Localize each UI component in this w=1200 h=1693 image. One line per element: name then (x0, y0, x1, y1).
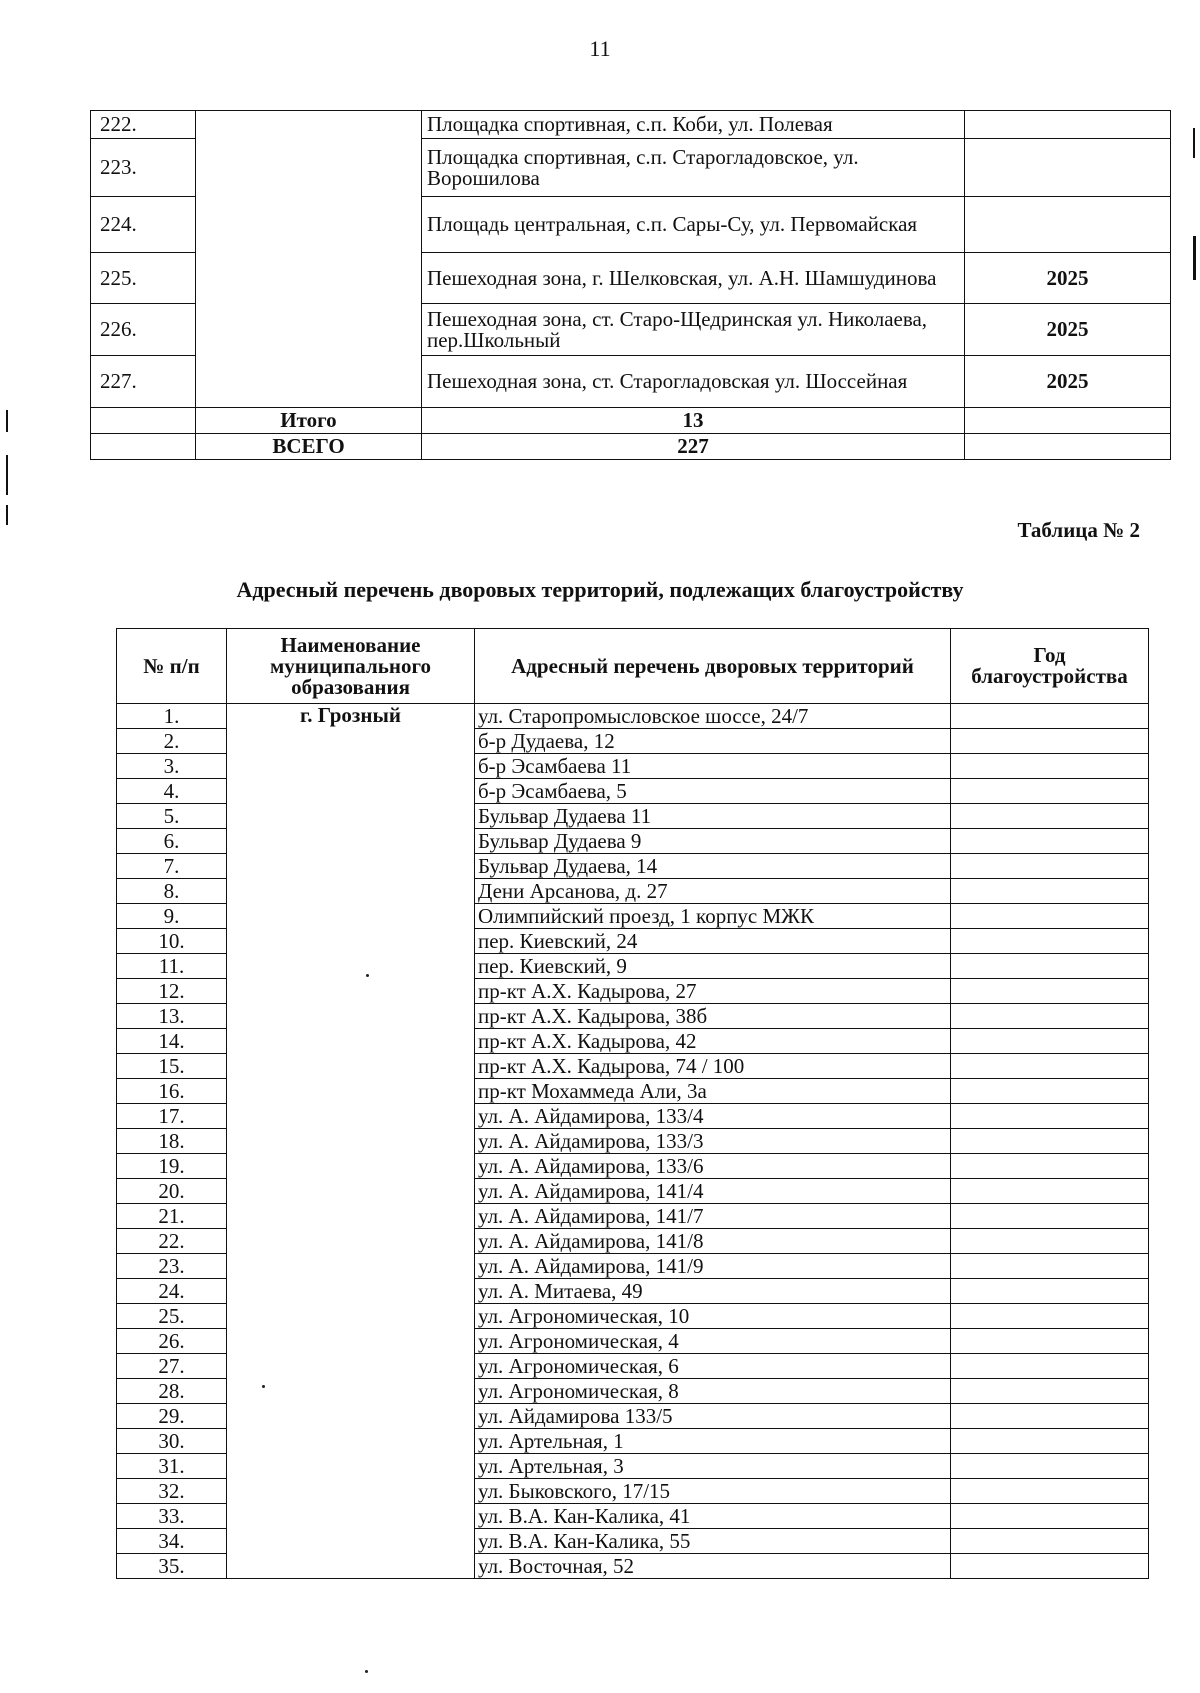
address-cell: ул. Агрономическая, 4 (475, 1329, 951, 1354)
row-number: 2. (117, 729, 227, 754)
year-cell (965, 111, 1171, 139)
object-name: Пешеходная зона, ст. Старо-Щедринская ул. Николаева, пер.Школьный (422, 304, 965, 356)
row-number: 5. (117, 804, 227, 829)
address-cell: ул. Агрономическая, 8 (475, 1379, 951, 1404)
address-cell: Бульвар Дудаева 9 (475, 829, 951, 854)
row-number: 35. (117, 1554, 227, 1579)
row-number: 7. (117, 854, 227, 879)
row-number: 30. (117, 1429, 227, 1454)
address-cell: ул. А. Айдамирова, 141/7 (475, 1204, 951, 1229)
itogo-value: 13 (422, 408, 965, 434)
address-cell: пер. Киевский, 9 (475, 954, 951, 979)
address-cell: б-р Эсамбаева 11 (475, 754, 951, 779)
object-name: Пешеходная зона, г. Шелковская, ул. А.Н. Шамшудинова (422, 253, 965, 304)
year-cell (965, 197, 1171, 253)
row-number: 226. (91, 304, 196, 356)
year-cell (965, 139, 1171, 197)
year-cell (951, 804, 1149, 829)
margin-mark (6, 455, 8, 495)
table-title: Адресный перечень дворовых территорий, подлежащих благоустройству (236, 577, 964, 602)
address-cell: ул. Восточная, 52 (475, 1554, 951, 1579)
year-cell (951, 1379, 1149, 1404)
table-row (117, 704, 1149, 729)
row-number: 6. (117, 829, 227, 854)
year-cell (951, 704, 1149, 729)
address-cell: ул. Быковского, 17/15 (475, 1479, 951, 1504)
address-cell: пр-кт А.Х. Кадырова, 27 (475, 979, 951, 1004)
row-number: 27. (117, 1354, 227, 1379)
row-number: 10. (117, 929, 227, 954)
empty-cell (965, 408, 1171, 434)
year-cell (951, 1554, 1149, 1579)
row-number: 15. (117, 1054, 227, 1079)
year-cell (951, 1154, 1149, 1179)
municipality-cell (196, 111, 422, 408)
year-cell (951, 1029, 1149, 1054)
object-name: Площадка спортивная, с.п. Коби, ул. Полевая (422, 111, 965, 139)
address-cell: пр-кт Мохаммеда Али, 3а (475, 1079, 951, 1104)
header-municipality: Наименование муниципального образования (227, 629, 475, 704)
year-cell (951, 1279, 1149, 1304)
row-number: 21. (117, 1204, 227, 1229)
row-number: 33. (117, 1504, 227, 1529)
margin-mark (1193, 128, 1195, 158)
row-number: 3. (117, 754, 227, 779)
year-cell (951, 779, 1149, 804)
empty-cell (965, 434, 1171, 460)
address-cell: ул. А. Айдамирова, 133/4 (475, 1104, 951, 1129)
courtyard-addresses-table (116, 628, 1149, 1579)
row-number: 16. (117, 1079, 227, 1104)
margin-mark (6, 410, 8, 432)
row-number: 31. (117, 1454, 227, 1479)
row-number: 25. (117, 1304, 227, 1329)
scan-dot (365, 1670, 368, 1673)
header-num: № п/п (117, 629, 227, 704)
year-cell (951, 1329, 1149, 1354)
row-number: 23. (117, 1254, 227, 1279)
year-cell (951, 829, 1149, 854)
row-number: 225. (91, 253, 196, 304)
address-cell: пр-кт А.Х. Кадырова, 42 (475, 1029, 951, 1054)
year-cell (951, 1454, 1149, 1479)
address-cell: Бульвар Дудаева 11 (475, 804, 951, 829)
row-number: 22. (117, 1229, 227, 1254)
year-cell (951, 1079, 1149, 1104)
margin-mark (1193, 236, 1196, 280)
row-number: 18. (117, 1129, 227, 1154)
address-cell: пр-кт А.Х. Кадырова, 74 / 100 (475, 1054, 951, 1079)
year-cell (951, 1304, 1149, 1329)
year-cell (951, 1404, 1149, 1429)
empty-cell (91, 408, 196, 434)
row-number: 222. (91, 111, 196, 139)
year-cell (951, 1504, 1149, 1529)
row-number: 28. (117, 1379, 227, 1404)
table-row (91, 111, 1171, 139)
object-name: Площадка спортивная, с.п. Старогладовское, ул. Ворошилова (422, 139, 965, 197)
address-cell: ул. А. Айдамирова, 141/8 (475, 1229, 951, 1254)
row-number: 17. (117, 1104, 227, 1129)
itogo-row (91, 408, 1171, 434)
page-number: 11 (589, 36, 611, 61)
address-cell: Дени Арсанова, д. 27 (475, 879, 951, 904)
year-cell (951, 1054, 1149, 1079)
year-cell (951, 1104, 1149, 1129)
row-number: 32. (117, 1479, 227, 1504)
table-caption: Таблица № 2 (1017, 518, 1140, 542)
year-cell (951, 729, 1149, 754)
row-number: 9. (117, 904, 227, 929)
address-cell: ул. А. Митаева, 49 (475, 1279, 951, 1304)
itogo-label: Итого (196, 408, 422, 434)
empty-cell (91, 434, 196, 460)
year-cell (951, 904, 1149, 929)
address-cell: ул. Агрономическая, 10 (475, 1304, 951, 1329)
year-cell (951, 1529, 1149, 1554)
address-cell: ул. А. Айдамирова, 133/3 (475, 1129, 951, 1154)
row-number: 20. (117, 1179, 227, 1204)
row-number: 224. (91, 197, 196, 253)
year-cell (951, 1429, 1149, 1454)
year-cell: 2025 (965, 253, 1171, 304)
row-number: 24. (117, 1279, 227, 1304)
address-cell: ул. А. Айдамирова, 141/4 (475, 1179, 951, 1204)
year-cell (951, 1129, 1149, 1154)
row-number: 11. (117, 954, 227, 979)
row-number: 13. (117, 1004, 227, 1029)
address-cell: б-р Эсамбаева, 5 (475, 779, 951, 804)
row-number: 29. (117, 1404, 227, 1429)
row-number: 4. (117, 779, 227, 804)
vsego-label: ВСЕГО (196, 434, 422, 460)
year-cell: 2025 (965, 304, 1171, 356)
address-cell: пр-кт А.Х. Кадырова, 38б (475, 1004, 951, 1029)
address-cell: ул. Артельная, 1 (475, 1429, 951, 1454)
margin-mark (6, 505, 8, 525)
year-cell (951, 1004, 1149, 1029)
row-number: 12. (117, 979, 227, 1004)
row-number: 1. (117, 704, 227, 729)
address-cell: Олимпийский проезд, 1 корпус МЖК (475, 904, 951, 929)
row-number: 34. (117, 1529, 227, 1554)
year-cell (951, 954, 1149, 979)
address-cell: Бульвар Дудаева, 14 (475, 854, 951, 879)
row-number: 8. (117, 879, 227, 904)
address-cell: ул. Агрономическая, 6 (475, 1354, 951, 1379)
address-cell: ул. Артельная, 3 (475, 1454, 951, 1479)
year-cell (951, 979, 1149, 1004)
objects-table-continuation (90, 110, 1171, 460)
year-cell (951, 1254, 1149, 1279)
municipality-name: г. Грозный (227, 704, 475, 1579)
address-cell: пер. Киевский, 24 (475, 929, 951, 954)
object-name: Площадь центральная, с.п. Сары-Су, ул. Первомайская (422, 197, 965, 253)
row-number: 227. (91, 356, 196, 408)
year-cell (951, 1229, 1149, 1254)
year-cell (951, 1179, 1149, 1204)
year-cell (951, 879, 1149, 904)
vsego-row (91, 434, 1171, 460)
address-cell: ул. А. Айдамирова, 141/9 (475, 1254, 951, 1279)
header-row (117, 629, 1149, 704)
year-cell (951, 1479, 1149, 1504)
row-number: 19. (117, 1154, 227, 1179)
year-cell (951, 1204, 1149, 1229)
year-cell (951, 754, 1149, 779)
year-cell: 2025 (965, 356, 1171, 408)
address-cell: ул. Айдамирова 133/5 (475, 1404, 951, 1429)
object-name: Пешеходная зона, ст. Старогладовская ул. Шоссейная (422, 356, 965, 408)
vsego-value: 227 (422, 434, 965, 460)
year-cell (951, 929, 1149, 954)
year-cell (951, 854, 1149, 879)
row-number: 223. (91, 139, 196, 197)
address-cell: б-р Дудаева, 12 (475, 729, 951, 754)
address-cell: ул. А. Айдамирова, 133/6 (475, 1154, 951, 1179)
address-cell: ул. В.А. Кан-Калика, 55 (475, 1529, 951, 1554)
row-number: 14. (117, 1029, 227, 1054)
header-address: Адресный перечень дворовых территорий (475, 629, 951, 704)
year-cell (951, 1354, 1149, 1379)
row-number: 26. (117, 1329, 227, 1354)
address-cell: ул. В.А. Кан-Калика, 41 (475, 1504, 951, 1529)
header-year: Год благоустройства (951, 629, 1149, 704)
address-cell: ул. Старопромысловское шоссе, 24/7 (475, 704, 951, 729)
